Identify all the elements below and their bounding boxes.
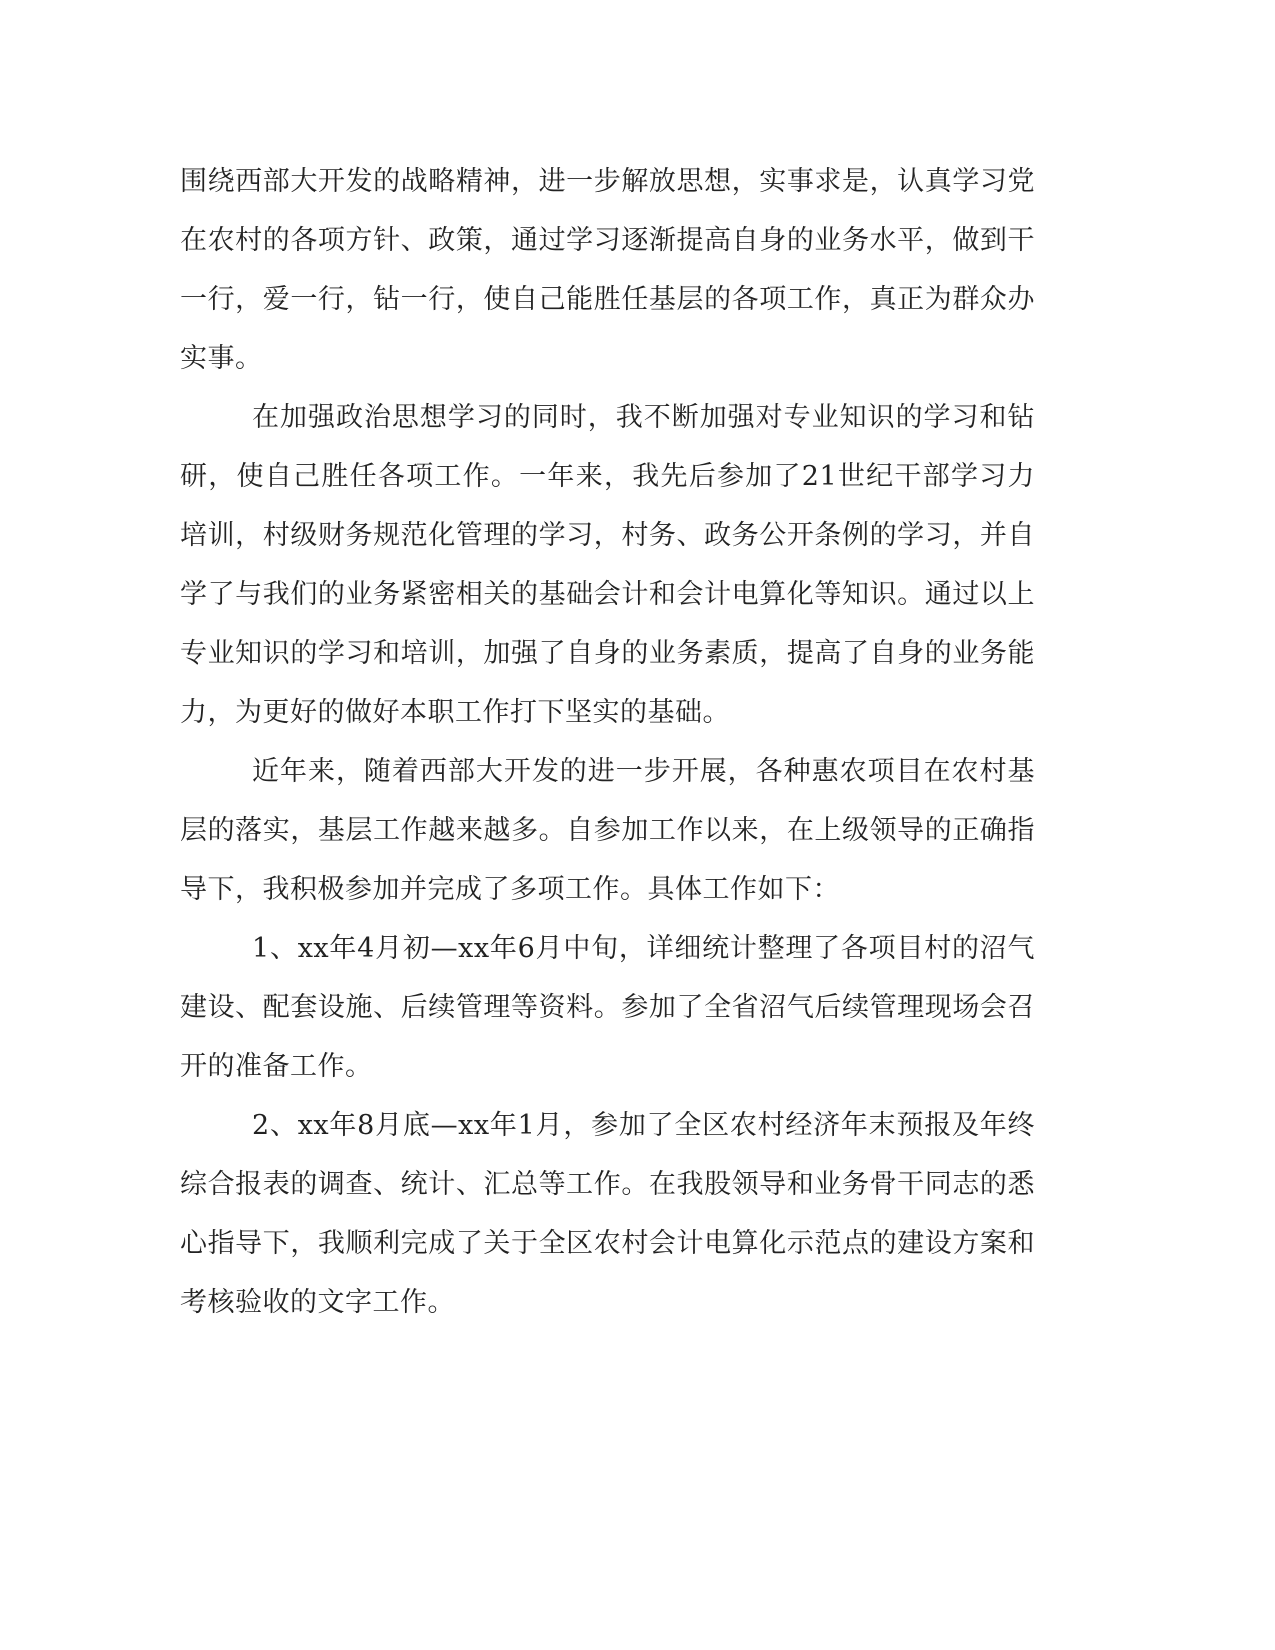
paragraph-4: 1、xx年4月初—xx年6月中旬，详细统计整理了各项目村的沼气建设、配套设施、后续管理等资料。参加了全省沼气后续管理现场会召开的准备工作。 [180,933,1035,1082]
paragraph-5: 2、xx年8月底—xx年1月，参加了全区农村经济年末预报及年终综合报表的调查、统计、汇总等工作。在我股领导和业务骨干同志的悉心指导下，我顺利完成了关于全区农村会计电算化示范点的建设方案和考核验收的文字工作。 [180,1110,1035,1318]
paragraph-1: 围绕西部大开发的战略精神，进一步解放思想，实事求是，认真学习党在农村的各项方针、政策，通过学习逐渐提高自身的业务水平，做到干一行，爱一行，钻一行，使自己能胜任基层的各项工作，真正为群众办实事。 [180,166,1035,374]
document-body [180,152,1035,1332]
paragraph-2: 在加强政治思想学习的同时，我不断加强对专业知识的学习和钻研，使自己胜任各项工作。一年来，我先后参加了21世纪干部学习力培训，村级财务规范化管理的学习，村务、政务公开条例的学习，并自学了与我们的业务紧密相关的基础会计和会计电算化等知识。通过以上专业知识的学习和培训，加强了自身的业务素质，提高了自身的业务能力，为更好的做好本职工作打下坚实的基础。 [180,402,1035,728]
paragraph-3: 近年来，随着西部大开发的进一步开展，各种惠农项目在农村基层的落实，基层工作越来越多。自参加工作以来，在上级领导的正确指导下，我积极参加并完成了多项工作。具体工作如下： [180,756,1035,905]
